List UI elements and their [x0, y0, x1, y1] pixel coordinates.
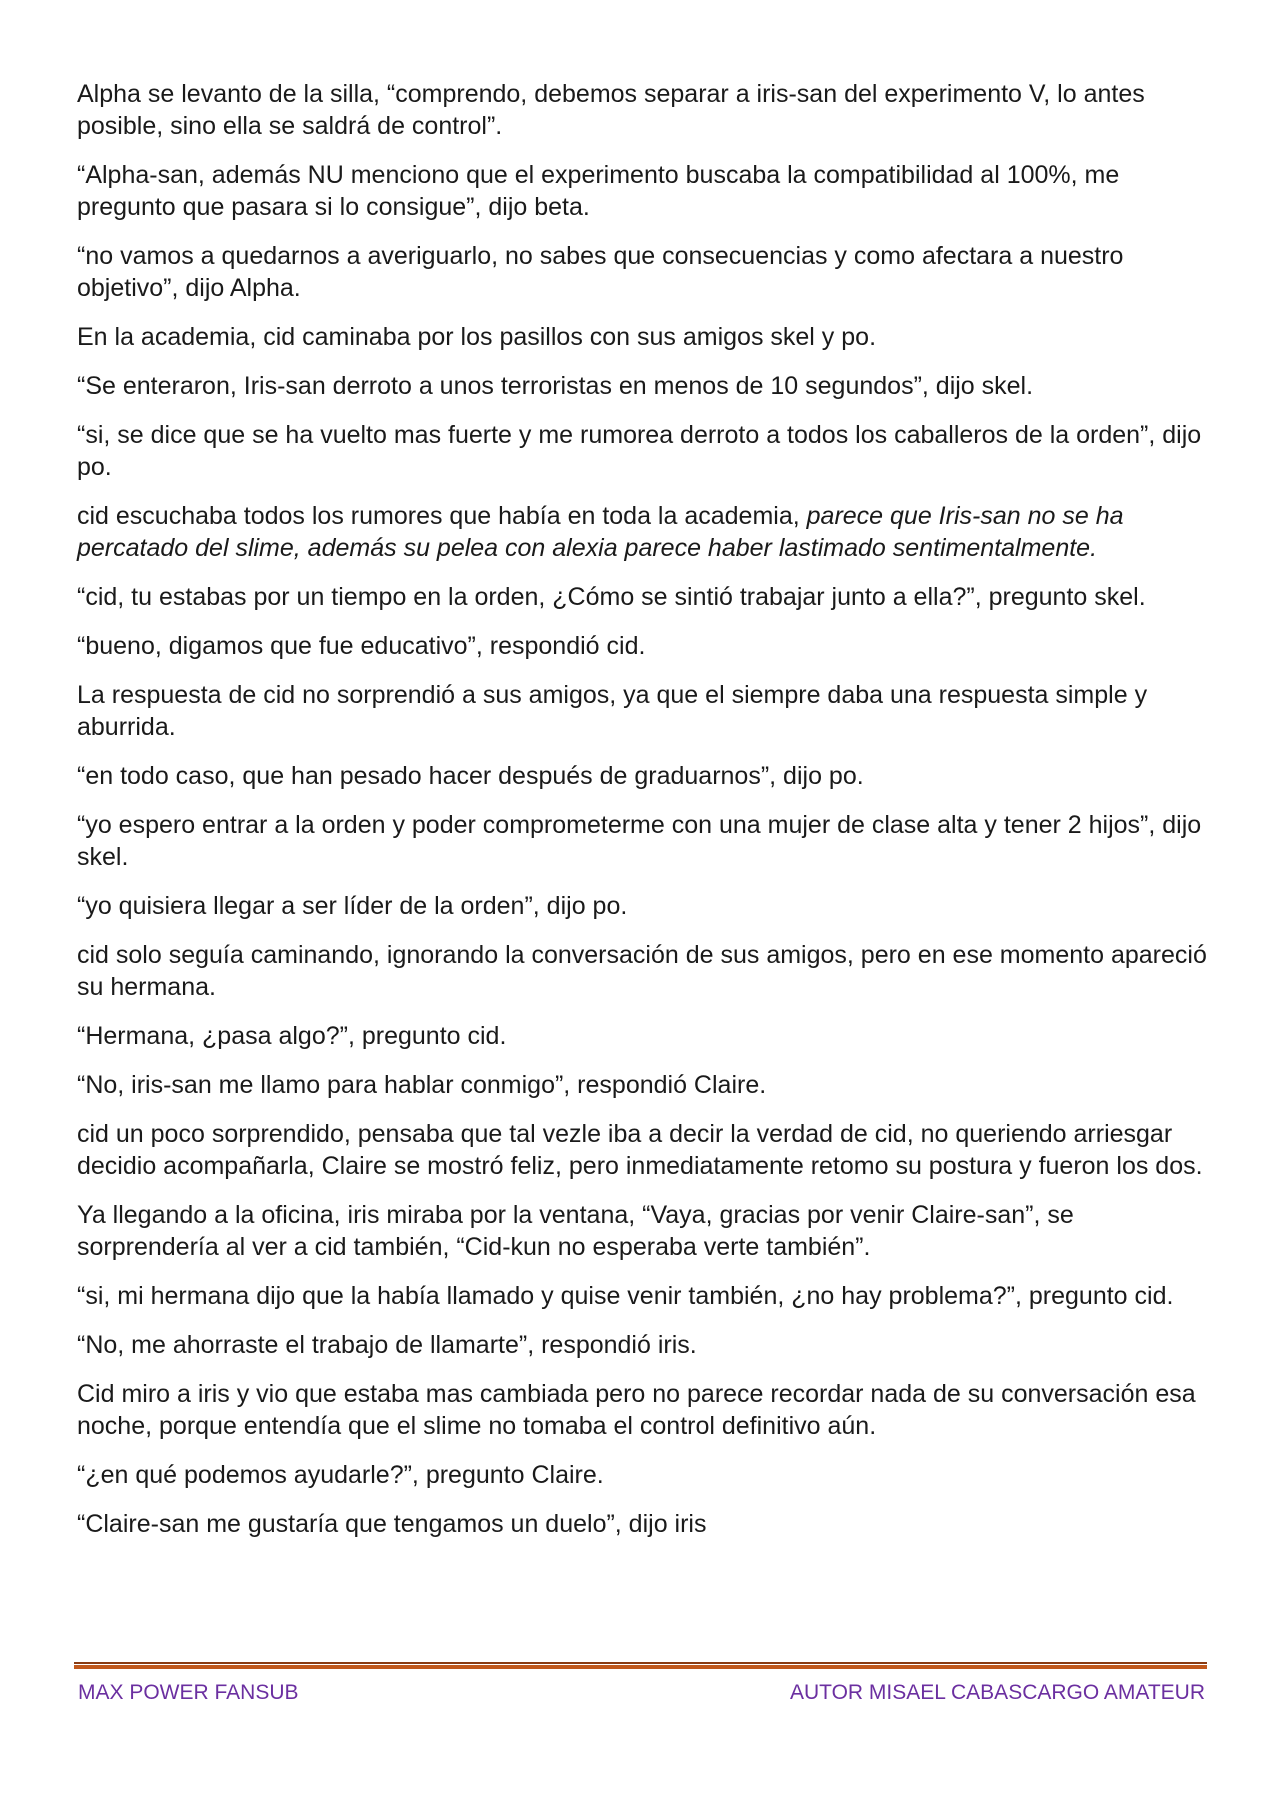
paragraph-1: Alpha se levanto de la silla, “comprendo, debemos separar a iris-san del experimento V, lo antes posible, sino ella se saldrá de control”. — [77, 80, 1145, 140]
paragraph-20: “No, me ahorraste el trabajo de llamarte”, respondió iris. — [77, 1331, 697, 1359]
paragraph-18: Ya llegando a la oficina, iris miraba por la ventana, “Vaya, gracias por venir Claire-san”, se sorprendería al ver a cid también, “Cid-kun no esperaba verte también”. — [77, 1201, 1074, 1261]
document-body — [77, 78, 1207, 1557]
paragraph-5: “Se enteraron, Iris-san derroto a unos terroristas en menos de 10 segundos”, dijo skel. — [77, 372, 1034, 400]
footer-divider-thick-line — [74, 1665, 1207, 1669]
paragraph-13: “yo quisiera llegar a ser líder de la orden”, dijo po. — [77, 892, 628, 920]
footer-author: AUTOR MISAEL CABASCARGO AMATEUR — [789, 1681, 1205, 1704]
paragraph-22: “¿en qué podemos ayudarle?”, pregunto Claire. — [77, 1461, 604, 1489]
paragraph-8: “cid, tu estabas por un tiempo en la orden, ¿Cómo se sintió trabajar junto a ella?”, pregunto skel. — [77, 583, 1146, 611]
paragraph-10: La respuesta de cid no sorprendió a sus amigos, ya que el siempre daba una respuesta simple y aburrida. — [77, 681, 1148, 741]
paragraph-6: “si, se dice que se ha vuelto mas fuerte y me rumorea derroto a todos los caballeros de la orden”, dijo po. — [77, 421, 1202, 481]
footer-divider — [74, 1662, 1207, 1670]
paragraph-3: “no vamos a quedarnos a averiguarlo, no sabes que consecuencias y como afectara a nuestro objetivo”, dijo Alpha. — [77, 242, 1124, 302]
paragraph-14: cid solo seguía caminando, ignorando la conversación de sus amigos, pero en ese momento apareció su hermana. — [77, 941, 1207, 1001]
paragraph-17: cid un poco sorprendido, pensaba que tal vezle iba a decir la verdad de cid, no queriendo arriesgar decidio acompañarla, Claire se mostró feliz, pero inmediatamente retomo su postura y fueron los dos. — [77, 1120, 1203, 1180]
paragraph-9: “bueno, digamos que fue educativo”, respondió cid. — [77, 632, 646, 660]
footer-fansub-name: MAX POWER FANSUB — [78, 1681, 299, 1704]
footer-divider-thin-line — [74, 1662, 1207, 1664]
paragraph-16: “No, iris-san me llamo para hablar conmigo”, respondió Claire. — [77, 1071, 767, 1099]
paragraph-15: “Hermana, ¿pasa algo?”, pregunto cid. — [77, 1022, 507, 1050]
paragraph-4: En la academia, cid caminaba por los pasillos con sus amigos skel y po. — [77, 323, 877, 351]
paragraph-2: “Alpha-san, además NU menciono que el experimento buscaba la compatibilidad al 100%, me pregunto que pasara si lo consigue”, dijo beta. — [77, 161, 1120, 221]
paragraph-11: “en todo caso, que han pesado hacer después de graduarnos”, dijo po. — [77, 762, 864, 790]
paragraph-12: “yo espero entrar a la orden y poder comprometerme con una mujer de clase alta y tener 2 hijos”, dijo skel. — [77, 811, 1202, 871]
paragraph-19: “si, mi hermana dijo que la había llamado y quise venir también, ¿no hay problema?”, pregunto cid. — [77, 1282, 1174, 1310]
paragraph-7: cid escuchaba todos los rumores que había en toda la academia, parece que Iris-san no se ha percatado del slime, además su pelea con alexia parece haber lastimado sentimentalmente. — [77, 502, 1124, 562]
paragraph-23: “Claire-san me gustaría que tengamos un duelo”, dijo iris — [77, 1510, 707, 1538]
italic-thought: parece que Iris-san no se ha percatado del slime, además su pelea con alexia parece haber lastimado sentimentalmente. — [77, 502, 1124, 562]
paragraph-21: Cid miro a iris y vio que estaba mas cambiada pero no parece recordar nada de su conversación esa noche, porque entendía que el slime no tomaba el control definitivo aún. — [77, 1380, 1196, 1440]
